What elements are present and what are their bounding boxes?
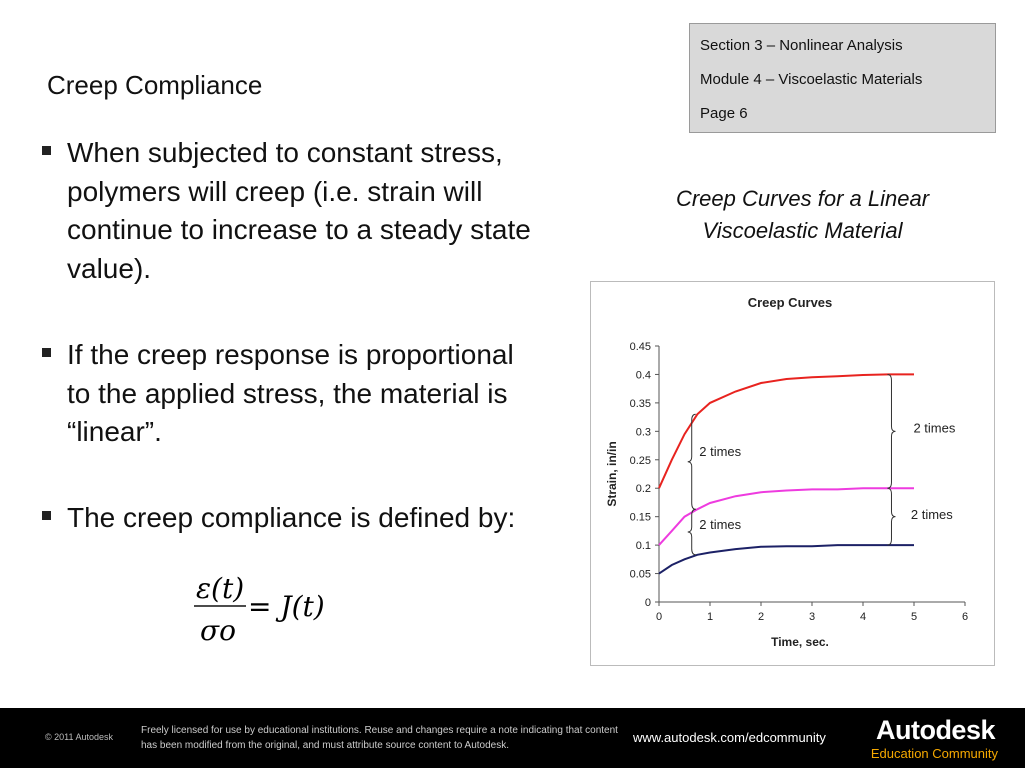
- annotation-label: 2 times: [913, 420, 956, 436]
- bullet-square-icon: [42, 511, 51, 520]
- y-tick-label: 0.35: [629, 397, 651, 410]
- formula-denominator: σo: [200, 614, 236, 647]
- bullet-square-icon: [42, 146, 51, 155]
- bullet-text: The creep compliance is defined by:: [67, 502, 516, 533]
- page-label: Page 6: [700, 105, 748, 122]
- y-tick-label: 0.3: [635, 426, 651, 439]
- y-tick-label: 0.1: [635, 540, 651, 553]
- annotation-label: 2 times: [910, 506, 953, 522]
- section-label: Section 3 – Nonlinear Analysis: [700, 37, 903, 54]
- x-axis-label: Time, sec.: [771, 635, 829, 649]
- copyright-text: © 2011 Autodesk: [45, 732, 114, 742]
- y-tick-label: 0.05: [629, 568, 651, 581]
- x-tick-label: 5: [910, 611, 918, 623]
- license-text: Freely licensed for use by educational institutions. Reuse and changes require a note indicating that content has been modified from the original, and must attribute source content to Autodesk.: [141, 725, 618, 751]
- formula-rhs: = J(t): [248, 590, 325, 623]
- chart-svg: [591, 282, 996, 667]
- autodesk-logo: [868, 714, 1008, 764]
- x-tick-label: 2: [757, 611, 765, 623]
- section-info-box: [689, 23, 996, 133]
- formula-numerator: ε(t): [196, 572, 245, 605]
- edcommunity-link[interactable]: www.autodesk.com/edcommunity: [633, 730, 826, 745]
- y-tick-label: 0.4: [635, 369, 651, 382]
- figure-title: Creep Curves for a Linear Viscoelastic Material: [675, 186, 930, 243]
- x-tick-label: 1: [706, 611, 714, 623]
- series-line-0: [659, 374, 914, 488]
- module-label: Module 4 – Viscoelastic Materials: [700, 71, 923, 88]
- y-tick-label: 0.2: [635, 483, 651, 496]
- y-tick-label: 0.15: [629, 511, 651, 524]
- bracket-right-upper: [887, 374, 895, 488]
- bracket-right-lower: [887, 488, 895, 545]
- annotation-label: 2 times: [699, 517, 742, 533]
- chart-title: Creep Curves: [747, 295, 833, 310]
- logo-wordmark: Autodesk: [875, 715, 995, 745]
- footer-bar: [0, 708, 1025, 768]
- logo-subtitle: Education Community: [870, 746, 998, 761]
- bullet-square-icon: [42, 348, 51, 357]
- bullet-text: If the creep response is proportional to the applied stress, the material is “linear”.: [67, 339, 514, 447]
- creep-compliance-formula: [188, 560, 348, 655]
- y-tick-label: 0.25: [629, 454, 651, 467]
- x-tick-label: 3: [808, 611, 816, 623]
- slide-title: Creep Compliance: [47, 70, 263, 100]
- y-axis-label: Strain, in/in: [605, 441, 619, 507]
- bullet-text: When subjected to constant stress, polymers will creep (i.e. strain will continue to increase to a steady state value).: [67, 137, 531, 284]
- x-tick-label: 6: [961, 611, 969, 623]
- series-line-2: [659, 545, 914, 574]
- creep-chart: [590, 281, 995, 666]
- y-tick-label: 0.45: [629, 341, 651, 353]
- y-tick-label: 0: [644, 597, 651, 609]
- x-tick-label: 4: [859, 611, 867, 623]
- annotation-label: 2 times: [699, 444, 742, 460]
- x-tick-label: 0: [655, 611, 663, 623]
